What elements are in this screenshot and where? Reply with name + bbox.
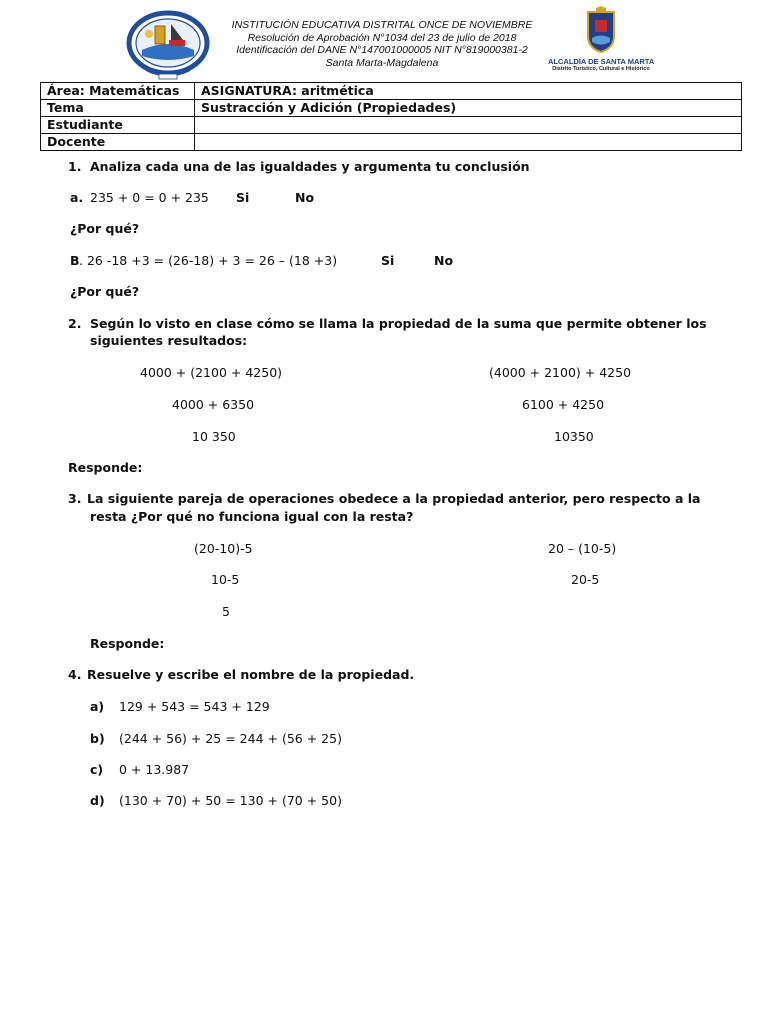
q3-right-step2: 20-5: [571, 572, 600, 587]
info-table: [40, 82, 742, 151]
q4-item-b-expression: (244 + 56) + 25 = 244 + (56 + 25): [119, 731, 342, 746]
q2-title-line1: Según lo visto en clase cómo se llama la propiedad de la suma que permite obtener los: [90, 316, 707, 331]
student-field[interactable]: [195, 117, 742, 134]
teacher-field[interactable]: [195, 134, 742, 151]
q1-a-expression: 235 + 0 = 0 + 235: [90, 190, 209, 205]
q2-left-step2: 4000 + 6350: [172, 397, 255, 412]
q4-item-d-expression: (130 + 70) + 50 = 130 + (70 + 50): [119, 793, 342, 808]
table-row: [41, 134, 742, 151]
q1-a-yes-option[interactable]: Si: [236, 190, 250, 205]
q3-respond-label: Responde:: [90, 636, 165, 651]
teacher-label: Docente: [41, 134, 195, 151]
q4-item-b-label: b): [90, 731, 105, 746]
topic-label: Tema: [41, 100, 195, 117]
subject-value: ASIGNATURA: aritmética: [195, 83, 742, 100]
q3-right-step1: 20 – (10-5): [548, 541, 617, 556]
alcaldia-title: ALCALDÍA DE SANTA MARTA: [548, 57, 655, 66]
school-header: [222, 19, 542, 69]
q2-title-line2: siguientes resultados:: [90, 333, 248, 348]
q2-right-result: 10350: [554, 429, 594, 444]
q1-title: Analiza cada una de las igualdades y argumenta tu conclusión: [90, 159, 530, 174]
q1-a-label: a.: [70, 190, 84, 205]
q4-item-d-label: d): [90, 793, 105, 808]
q4-item-a-label: a): [90, 699, 105, 714]
q3-left-step2: 10-5: [211, 572, 240, 587]
q2-right-step2: 6100 + 4250: [522, 397, 605, 412]
alcaldia-logo: [548, 6, 654, 82]
q1-b-yes-option[interactable]: Si: [381, 253, 395, 268]
dane-nit-identification: Identificación del DANE N°147001000005 NIT N°819000381-2: [236, 44, 528, 56]
table-row: [41, 83, 742, 100]
alcaldia-subtitle: Distrito Turístico, Cultural e Histórico: [552, 66, 650, 72]
q3-title-line2: resta ¿Por qué no funciona igual con la resta?: [90, 509, 414, 524]
q1-a-no-option[interactable]: No: [295, 190, 315, 205]
q2-respond-label: Responde:: [68, 460, 143, 475]
table-row: [41, 100, 742, 117]
student-label: Estudiante: [41, 117, 195, 134]
q1-number: 1.: [68, 159, 82, 174]
q2-right-step1: (4000 + 2100) + 4250: [489, 365, 632, 380]
q2-number: 2.: [68, 316, 82, 331]
q4-title: Resuelve y escribe el nombre de la propiedad.: [87, 667, 415, 682]
q1-b-no-option[interactable]: No: [434, 253, 454, 268]
q1-a-why: ¿Por qué?: [70, 221, 140, 236]
q2-left-result: 10 350: [192, 429, 236, 444]
q3-left-result: 5: [222, 604, 230, 619]
q4-item-c-expression: 0 + 13.987: [119, 762, 190, 777]
q4-number: 4.: [68, 667, 82, 682]
approval-resolution: Resolución de Aprobación N°1034 del 23 de julio de 2018: [247, 31, 517, 44]
table-row: [41, 117, 742, 134]
q1-b-why: ¿Por qué?: [70, 284, 140, 299]
school-location: Santa Marta-Magdalena: [325, 56, 439, 69]
school-name: INSTITUCIÓN EDUCATIVA DISTRITAL ONCE DE NOVIEMBRE: [231, 19, 533, 31]
q1-b-label: B: [70, 253, 80, 268]
area-label: Área: Matemáticas: [41, 83, 195, 100]
q3-title-line1: La siguiente pareja de operaciones obedece a la propiedad anterior, pero respecto a la: [87, 491, 701, 506]
q3-left-step1: (20-10)-5: [194, 541, 253, 556]
q1-b-expression: . 26 -18 +3 = (26-18) + 3 = 26 – (18 +3): [79, 253, 338, 268]
q3-number: 3.: [68, 491, 82, 506]
school-seal-logo: [125, 10, 211, 82]
q2-left-step1: 4000 + (2100 + 4250): [140, 365, 283, 380]
topic-value: Sustracción y Adición (Propiedades): [195, 100, 742, 117]
q4-item-a-expression: 129 + 543 = 543 + 129: [119, 699, 270, 714]
city-shield-icon: [584, 6, 618, 54]
q4-item-c-label: c): [90, 762, 104, 777]
